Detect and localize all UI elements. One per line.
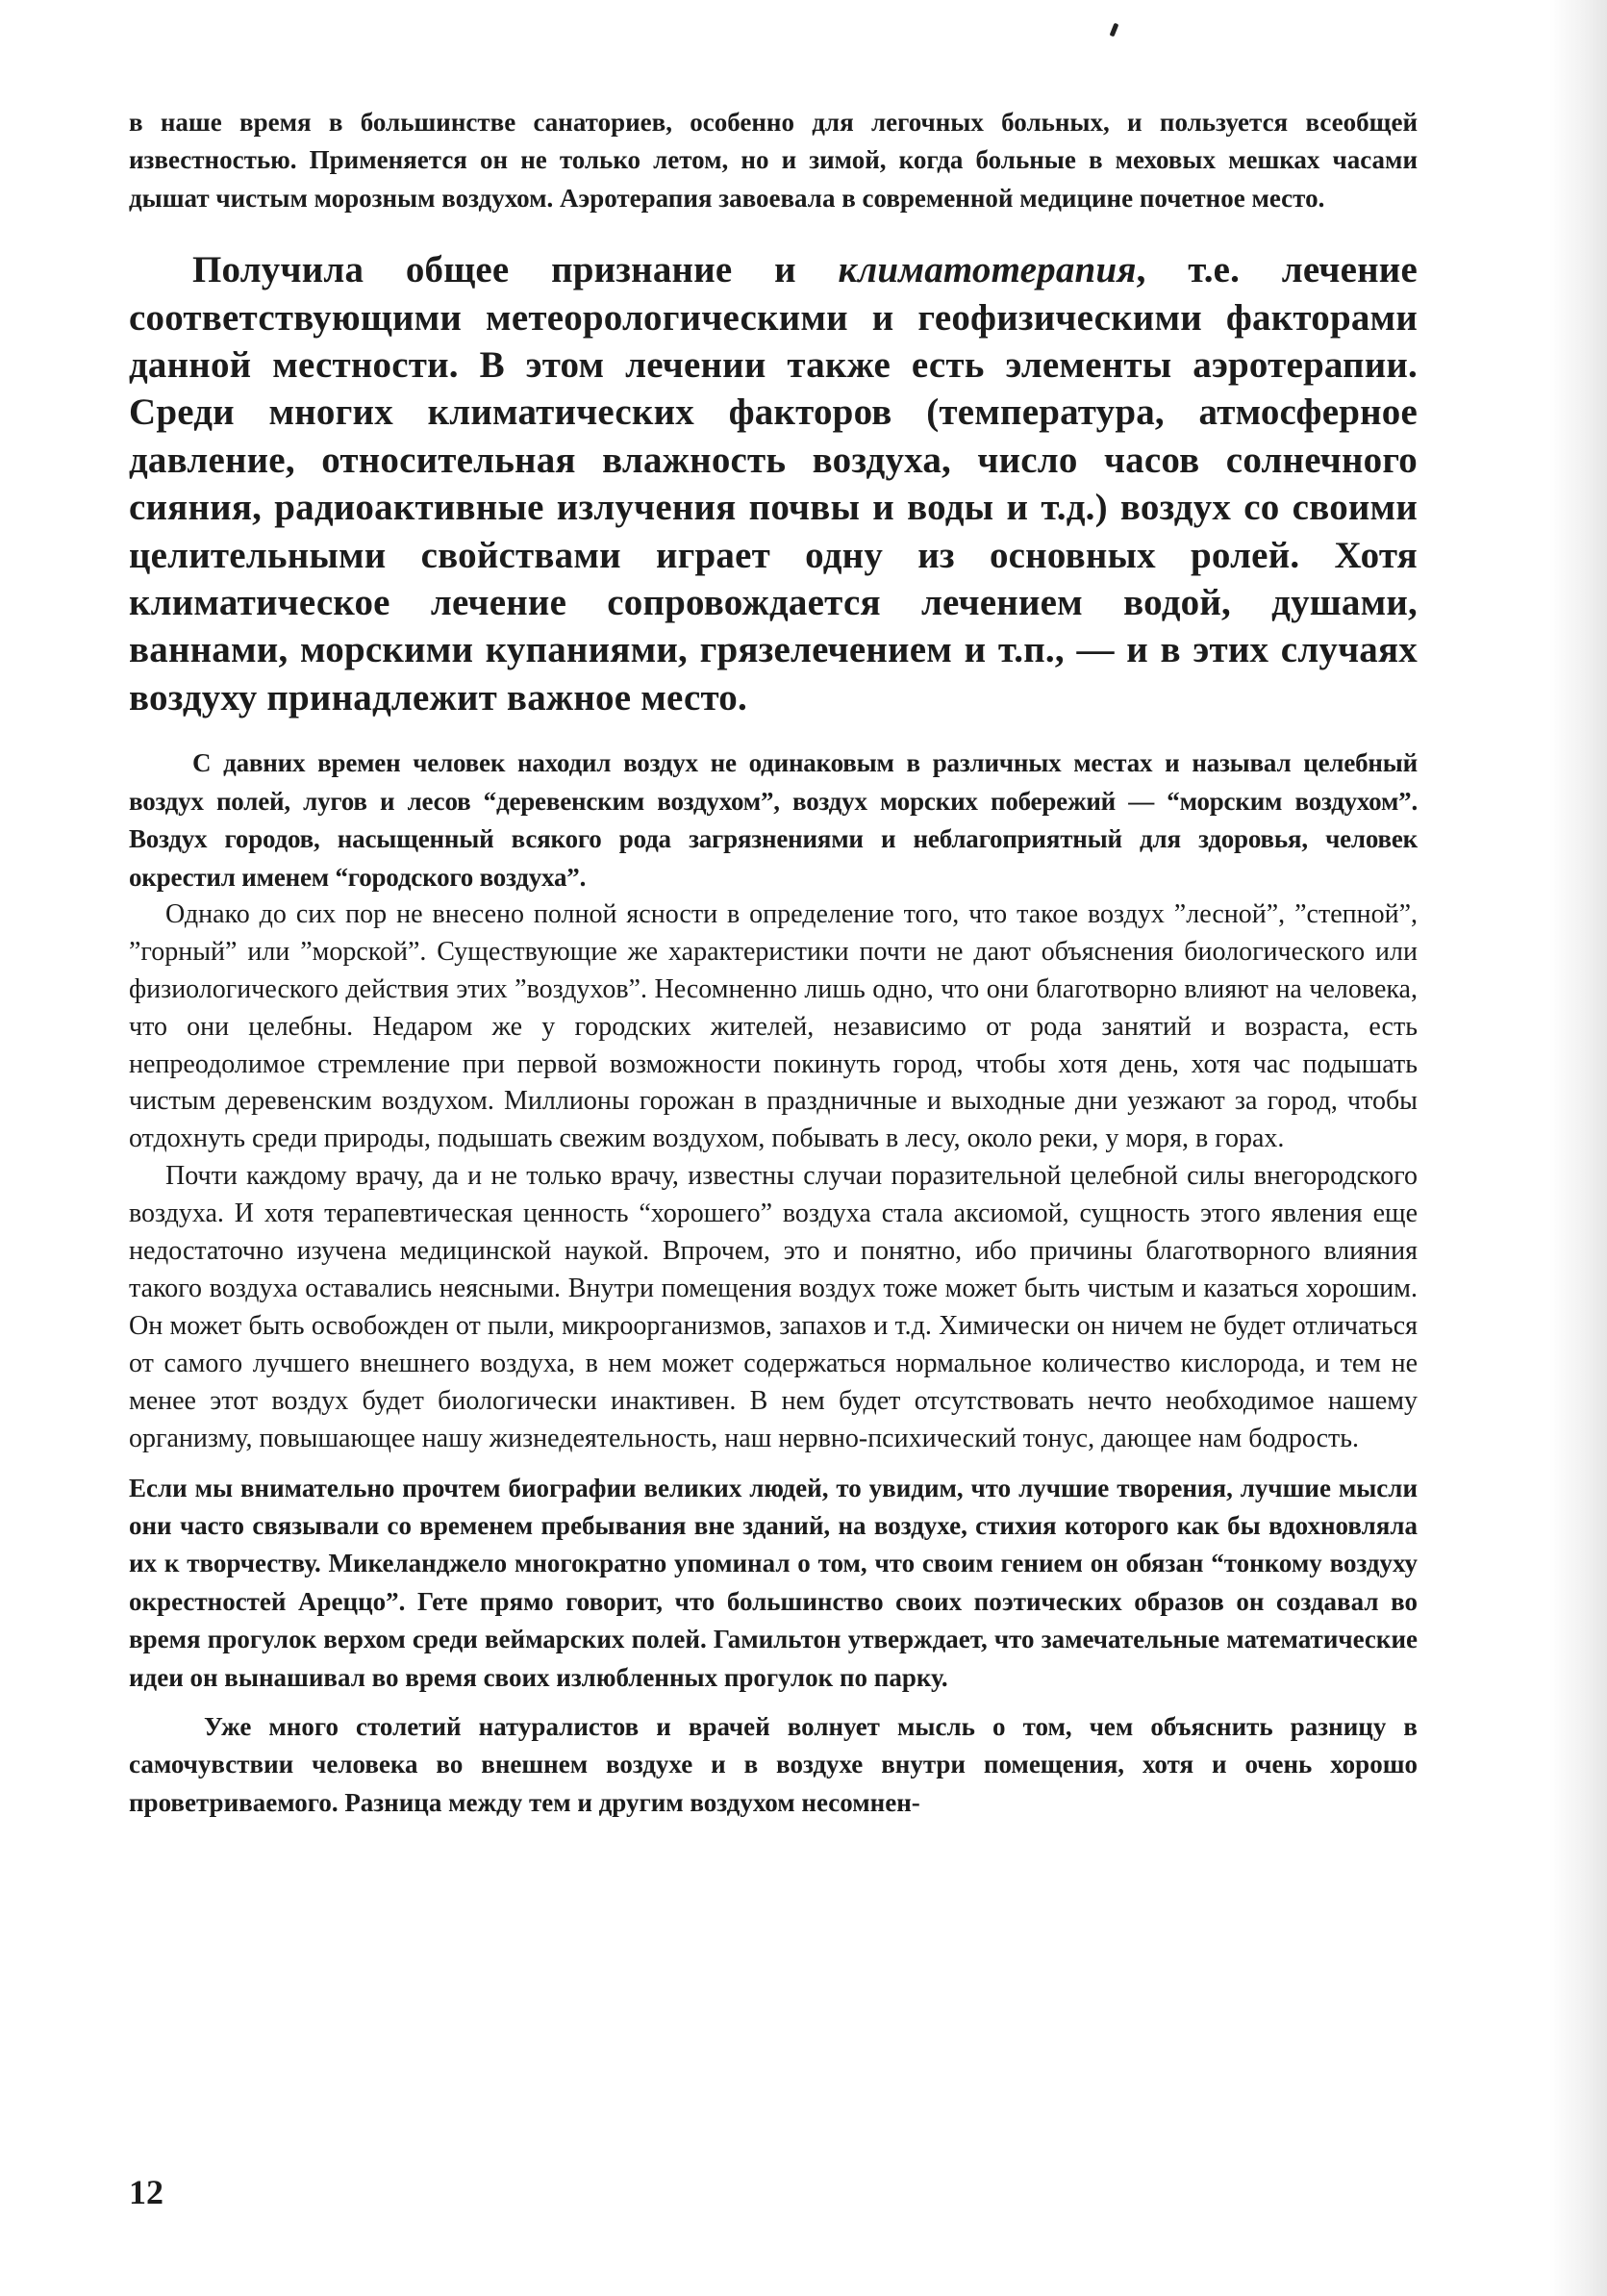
paragraph-air-history: С давних времен человек находил воздух не одинаковым в различных местах и называл целебный воздух полей, лугов и лесов “деревенским воздухом”, воздух морских побережий — “морским воздухом”. Воздух городов, насыщенный всякого рода загрязнениями и неблагоприятный для здоровья, человек окрестил именем “городского воздуха”. <box>129 748 1418 892</box>
climate-term-emphasis: климатотерапия <box>838 249 1137 291</box>
paragraph-air-types: Однако до сих пор не внесено полной ясности в определение того, что такое воздух ”лесной”, ”степной”, ”горный” или ”морской”. Существующие же характеристики почти не дают объяснения биологического или физиологического действия этих ”воздухов”. Несомненно лишь одно, что они благотворно влияют на человека, что они целебны. Недаром же у городских жителей, независимо от рода занятий и возраста, есть непреодолимое стремление при первой возможности покинуть город, чтобы хотя день, хотя час подышать чистым деревенским воздухом. Миллионы горожан в праздничные и выходные дни уезжают за город, чтобы отдохнуть среди природы, подышать свежим воздухом, побывать в лесу, около реки, у моря, в горах. <box>129 898 1418 1154</box>
paragraph-climatotherapy <box>129 246 1418 721</box>
paragraph-intro: в наше время в большинстве санаториев, особенно для легочных больных, и пользуется всеобщей известностью. Применяется он не только летом, но и зимой, когда больные в меховых мешках часами дышат чистым морозным воздухом. Аэротерапия завоевала в современной медицине почетное место. <box>129 108 1418 213</box>
page-edge-shadow <box>1549 0 1607 2296</box>
paragraph-centuries: Уже много столетий натуралистов и врачей волнует мысль о том, чем объяснить разницу в самочувствии человека во внешнем воздухе и в воздухе внутри помещения, хотя и очень хорошо проветриваемого. Разница между тем и другим воздухом несомнен- <box>129 1711 1418 1817</box>
paragraph-biographies: Если мы внимательно прочтем биографии великих людей, то увидим, что лучшие творения, лучшие мысли они часто связывали со временем пребывания вне зданий, на воздухе, стихия которого как бы вдохновляла их к творчеству. Микеланджело многократно упоминал о том, что своим гением он обязан “тонкому воздуху окрестностей Ареццо”. Гете прямо говорит, что большинство своих поэтических образов он создавал во время прогулок верхом среди веймарских полей. Гамильтон утверждает, что замечательные математические идеи он вынашивал во время своих излюбленных прогулок по парку. <box>129 1473 1418 1692</box>
paragraph-doctors: Почти каждому врачу, да и не только врачу, известны случаи поразительной целебной силы внегородского воздуха. И хотя терапевтическая ценность “хорошего” воздуха стала аксиомой, сущность этого явления еще недостаточно изучена медицинской наукой. Впрочем, это и понятно, ибо причины благотворного влияния такого воздуха оставались неясными. Внутри помещения воздух тоже может быть чистым и казаться хорошим. Он может быть освобожден от пыли, микроорганизмов, запахов и т.д. Химически он ничем не будет отличаться от самого лучшего внешнего воздуха, в нем может содержаться нормальное количество кислорода, и тем не менее этот воздух будет биологически инактивен. В нем будет отсутствовать нечто необходимое нашему организму, повышающее нашу жизнедеятельность, наш нервно-психический тонус, дающее нам бодрость. <box>129 1161 1418 1453</box>
text-column <box>129 104 1418 1822</box>
ink-speck <box>1110 23 1119 38</box>
climate-text-rest: , т.е. лечение соответствующими метеорологическими и геофизическими факторами данной местности. В этом лечении также есть элементы аэротерапии. Среди многих климатических факторов (температура, атмосферное давление, относительная влажность воздуха, число часов солнечного сияния, радиоактивные излучения почвы и воды и т.д.) воздух со своими целительными свойствами играет одну из основных ролей. Хотя климатическое лечение сопровождается лечением водой, душами, ваннами, морскими купаниями, грязелечением и т.п., — и в этих случаях воздуху принадлежит важное место. <box>129 249 1418 719</box>
climate-text-start: Получила общее признание и <box>192 249 839 291</box>
page-number: 12 <box>129 2173 163 2211</box>
